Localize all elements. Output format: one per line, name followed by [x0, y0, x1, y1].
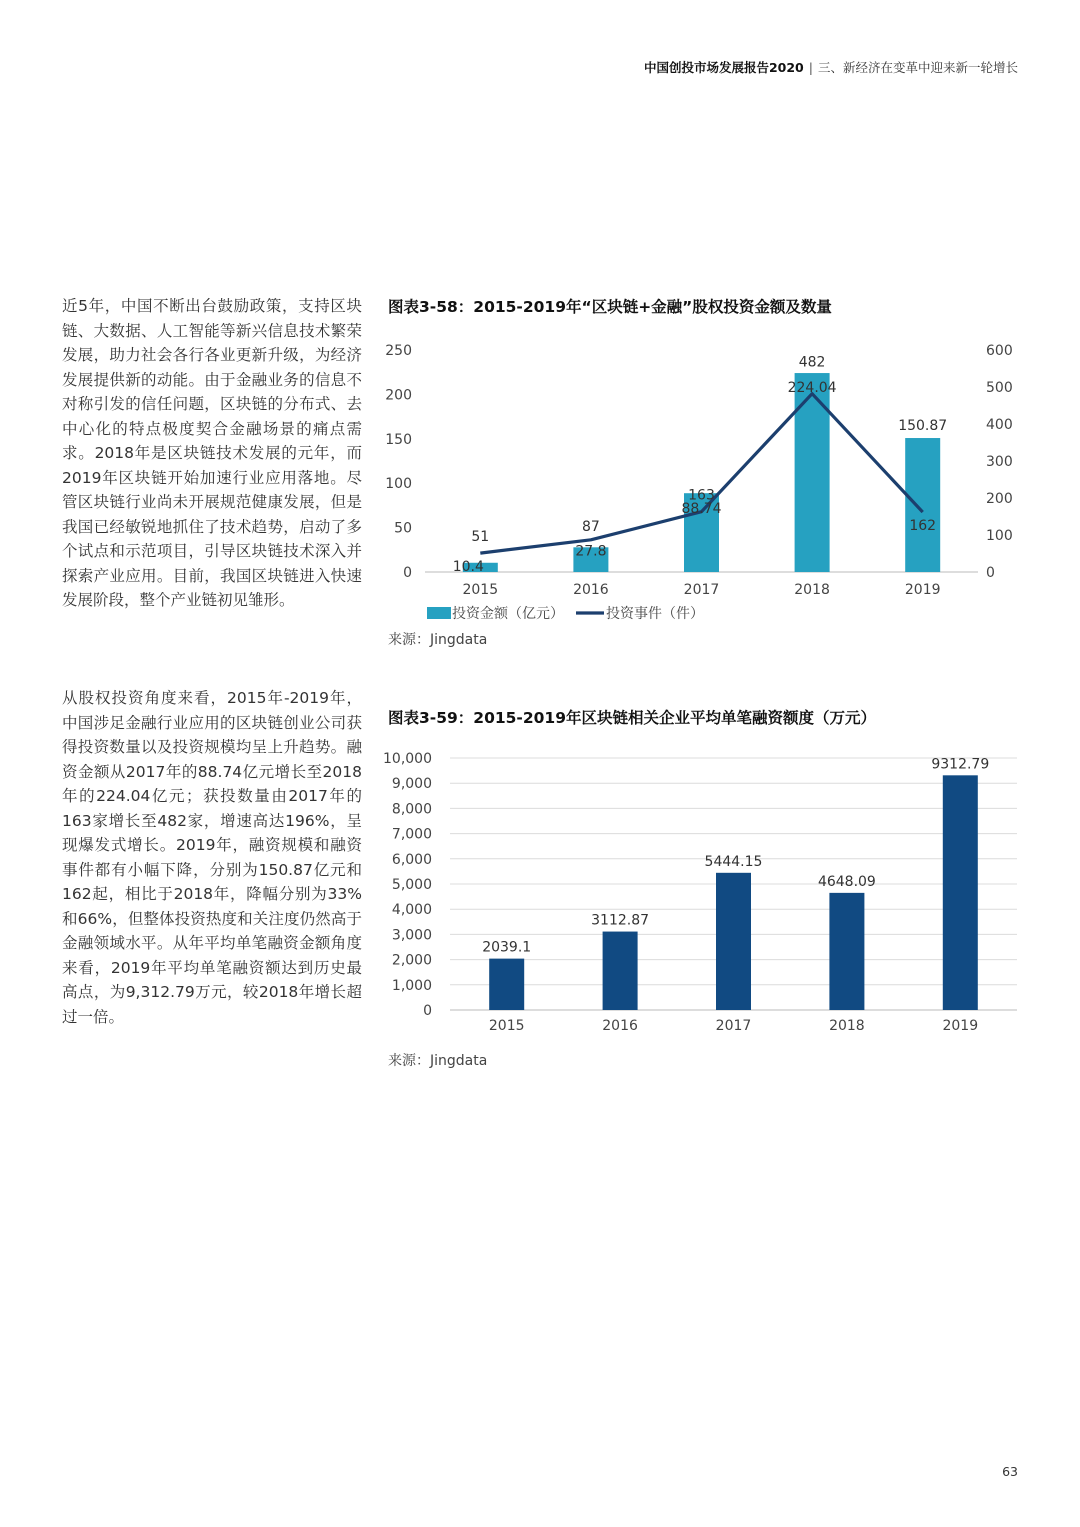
chart2-bar: [943, 775, 978, 1010]
chart1-bar-data-label: 27.8: [575, 543, 607, 560]
chart2-x-tick-label: 2016: [602, 1018, 638, 1034]
chart1-legend-bar-label: 投资金额（亿元）: [452, 606, 564, 622]
chart2-y-tick-label: 1,000: [391, 977, 432, 994]
chart2-bar: [489, 959, 524, 1010]
chart1-left-tick-label: 150: [385, 431, 412, 448]
chart1-line-data-label: 87: [581, 518, 600, 535]
chart1-left-tick-label: 50: [394, 520, 412, 537]
chart1-bar: [795, 373, 830, 572]
chart1-right-tick-label: 300: [986, 454, 1013, 470]
chart2-y-tick-label: 0: [423, 1003, 432, 1019]
header-separator: |: [808, 60, 813, 75]
chart2-data-label: 3112.87: [591, 912, 650, 929]
body-text-column-2: [62, 686, 362, 1029]
chart2-data-label: 9312.79: [931, 756, 990, 773]
chart2-y-tick-label: 6,000: [391, 851, 432, 868]
page-header: [644, 58, 1018, 76]
chart1-bar: [905, 438, 940, 572]
chart1-line-data-label: 482: [798, 354, 826, 371]
chart2-data-label: 2039.1: [482, 939, 532, 956]
chart2-x-tick-label: 2015: [488, 1018, 525, 1034]
chart1-left-tick-label: 0: [403, 565, 412, 581]
chart1-left-tick-label: 250: [385, 343, 412, 359]
body-paragraph-1: 近5年，中国不断出台鼓励政策，支持区块链、大数据、人工智能等新兴信息技术繁荣发展，助力社会各行各业更新升级，为经济发展提供新的动能。由于金融业务的信息不对称引发的信任问题，区块链的分布式、去中心化的特点极度契合金融场景的痛点需求。2018年是区块链技术发展的元年，而2019年区块链开始加速行业应用落地。尽管区块链行业尚未开展规范健康发展，但是我国已经敏锐地抓住了技术趋势，启动了多个试点和示范项目，引导区块链技术深入并探索产业应用。目前，我国区块链进入快速发展阶段，整个产业链初见雏形。: [62, 297, 362, 609]
chart1-legend-line-label: 投资事件（件）: [606, 606, 704, 622]
chart1-line-data-label: 162: [909, 518, 937, 535]
chart1-x-tick-label: 2018: [794, 582, 830, 598]
chart1-right-tick-label: 0: [986, 565, 995, 581]
chart1-legend-bar-swatch: [427, 607, 451, 619]
chart2-x-tick-label: 2019: [942, 1018, 979, 1034]
chart2-x-tick-label: 2017: [715, 1018, 752, 1034]
chart1-right-tick-label: 600: [986, 343, 1013, 359]
chart1-line-data-label: 163: [688, 487, 715, 504]
section-title: 三、新经济在变革中迎来新一轮增长: [817, 60, 1018, 75]
chart2-bar: [829, 893, 864, 1010]
chart1-x-tick-label: 2019: [904, 582, 941, 598]
chart2-bar: [380, 740, 1040, 1040]
chart1-bar-data-label: 10.4: [452, 558, 484, 575]
chart2-y-tick-label: 8,000: [391, 801, 432, 818]
chart2-y-tick-label: 7,000: [391, 826, 432, 843]
body-text-column: [62, 294, 362, 613]
chart1-combo-bar-line: [380, 330, 1040, 630]
chart1-bar-data-label: 150.87: [898, 418, 948, 435]
chart1-title: 图表3-58：2015-2019年“区块链+金融”股权投资金额及数量: [388, 298, 832, 316]
chart1-bar-data-label: 224.04: [787, 380, 837, 397]
chart1-x-tick-label: 2015: [462, 582, 499, 598]
chart2-y-tick-label: 5,000: [391, 877, 432, 893]
report-title: 中国创投市场发展报告2020: [643, 60, 804, 75]
chart1-x-tick-label: 2017: [683, 582, 720, 598]
chart2-bar: [603, 932, 638, 1010]
chart2-data-label: 4648.09: [817, 873, 876, 890]
chart1-right-tick-label: 200: [986, 491, 1013, 507]
chart2-title: 图表3-59：2015-2019年区块链相关企业平均单笔融资额度（万元）: [388, 709, 877, 727]
chart2-source: 来源：Jingdata: [388, 1053, 488, 1069]
chart2-y-tick-label: 4,000: [391, 902, 432, 919]
chart1-line-data-label: 51: [471, 529, 490, 546]
chart1-bar-data-label: 88.74: [681, 501, 722, 518]
chart1-right-tick-label: 100: [986, 528, 1013, 544]
chart1-x-tick-label: 2016: [573, 582, 609, 598]
chart1-right-tick-label: 500: [986, 380, 1013, 396]
chart2-y-tick-label: 10,000: [383, 751, 432, 767]
chart2-bar: [716, 873, 751, 1010]
chart1-left-tick-label: 200: [385, 387, 412, 404]
chart1-right-tick-label: 400: [986, 417, 1013, 433]
chart2-x-tick-label: 2018: [829, 1018, 865, 1034]
chart2-data-label: 5444.15: [704, 853, 763, 870]
chart2-y-tick-label: 3,000: [391, 927, 432, 944]
chart2-y-tick-label: 9,000: [391, 776, 432, 793]
page-number: 63: [1002, 1464, 1018, 1479]
chart1-left-tick-label: 100: [385, 476, 412, 493]
body-paragraph-2: 从股权投资角度来看，2015年-2019年，中国涉足金融行业应用的区块链创业公司获得投资数量以及投资规模均呈上升趋势。融资金额从2017年的88.74亿元增长至2018年的224.04亿元；获投数量由2017年的163家增长至482家，增速高达196%，呈现爆发式增长。2019年，融资规模和融资事件都有小幅下降，分别为150.87亿元和162起，相比于2018年，降幅分别为33%和66%，但整体投资热度和关注度仍然高于金融领域水平。从年平均单笔融资金额角度来看，2019年平均单笔融资额达到历史最高点，为9,312.79万元，较2018年增长超过一倍。: [62, 689, 362, 1026]
chart1-source: 来源：Jingdata: [388, 632, 488, 648]
chart2-y-tick-label: 2,000: [391, 952, 432, 969]
